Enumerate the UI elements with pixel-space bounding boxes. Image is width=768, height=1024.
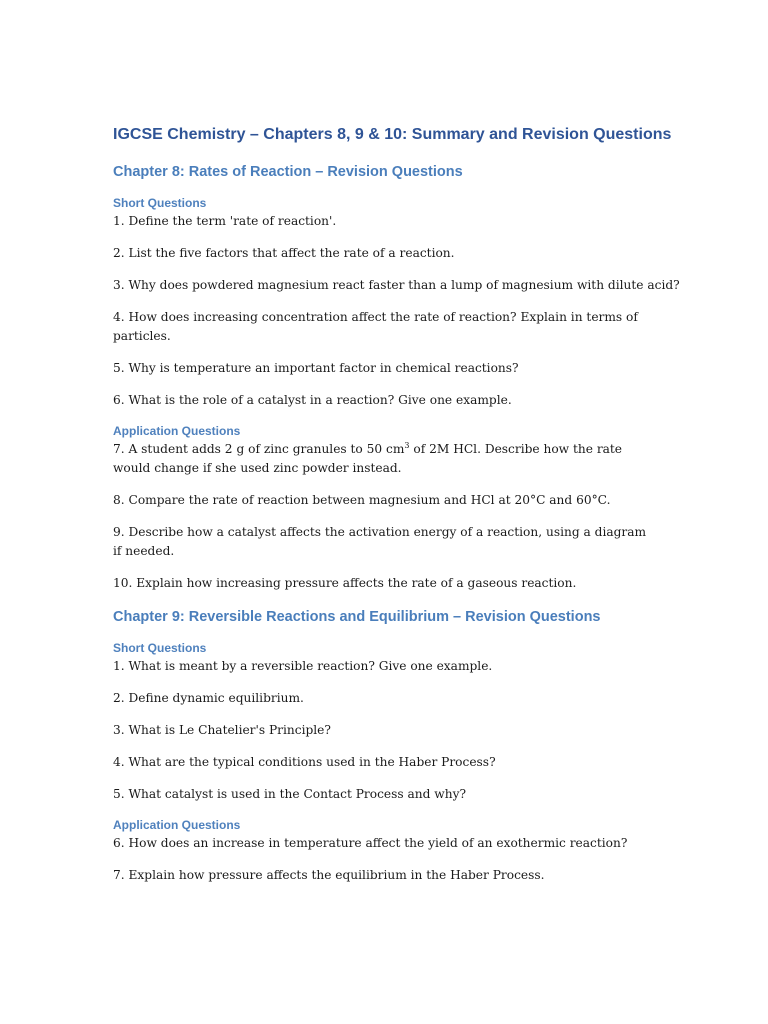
document-title: IGCSE Chemistry – Chapters 8, 9 & 10: Summary and Revision Questions (113, 126, 672, 143)
ch8-question-9: 9. Describe how a catalyst affects the activation energy of a reaction, using a diagram if needed. (113, 525, 647, 558)
ch8-question-2: 2. List the five factors that affect the rate of a reaction. (113, 246, 455, 260)
ch8-question-7-part-2: of 2M HCl. Describe how the rate would change if she used zinc powder instead. (113, 442, 623, 475)
ch9-question-2: 2. Define dynamic equilibrium. (113, 691, 304, 705)
chapter-8-application-questions-heading: Application Questions (113, 424, 241, 438)
ch8-question-7-superscript: 3 (404, 440, 410, 450)
ch8-question-4: 4. How does increasing concentration affect the rate of reaction? Explain in terms of particles. (113, 310, 638, 343)
ch9-question-6: 6. How does an increase in temperature affect the yield of an exothermic reaction? (113, 836, 628, 850)
chapter-9-heading: Chapter 9: Reversible Reactions and Equilibrium – Revision Questions (113, 609, 601, 625)
chapter-9-application-questions-heading: Application Questions (113, 818, 241, 832)
chapter-8-short-questions-heading: Short Questions (113, 196, 207, 210)
ch8-question-7-part-1: 7. A student adds 2 g of zinc granules to 50 cm (113, 442, 405, 456)
ch8-question-1: 1. Define the term 'rate of reaction'. (113, 214, 337, 228)
chapter-8-heading: Chapter 8: Rates of Reaction – Revision Questions (113, 164, 463, 180)
document-page (113, 124, 680, 885)
ch9-question-1: 1. What is meant by a reversible reaction? Give one example. (113, 659, 493, 673)
ch9-question-3: 3. What is Le Chatelier's Principle? (113, 723, 331, 737)
ch8-question-3: 3. Why does powdered magnesium react faster than a lump of magnesium with dilute acid? (113, 278, 680, 292)
ch8-question-5: 5. Why is temperature an important factor in chemical reactions? (113, 361, 519, 375)
ch8-question-6: 6. What is the role of a catalyst in a reaction? Give one example. (113, 393, 512, 407)
ch9-question-7: 7. Explain how pressure affects the equilibrium in the Haber Process. (113, 868, 545, 882)
ch8-question-10: 10. Explain how increasing pressure affects the rate of a gaseous reaction. (113, 576, 577, 590)
ch9-question-4: 4. What are the typical conditions used in the Haber Process? (113, 755, 496, 769)
chapter-9-short-questions-heading: Short Questions (113, 641, 207, 655)
ch8-question-8: 8. Compare the rate of reaction between magnesium and HCl at 20°C and 60°C. (113, 493, 611, 507)
ch9-question-5: 5. What catalyst is used in the Contact Process and why? (113, 787, 467, 801)
ch8-question-7 (113, 440, 653, 478)
